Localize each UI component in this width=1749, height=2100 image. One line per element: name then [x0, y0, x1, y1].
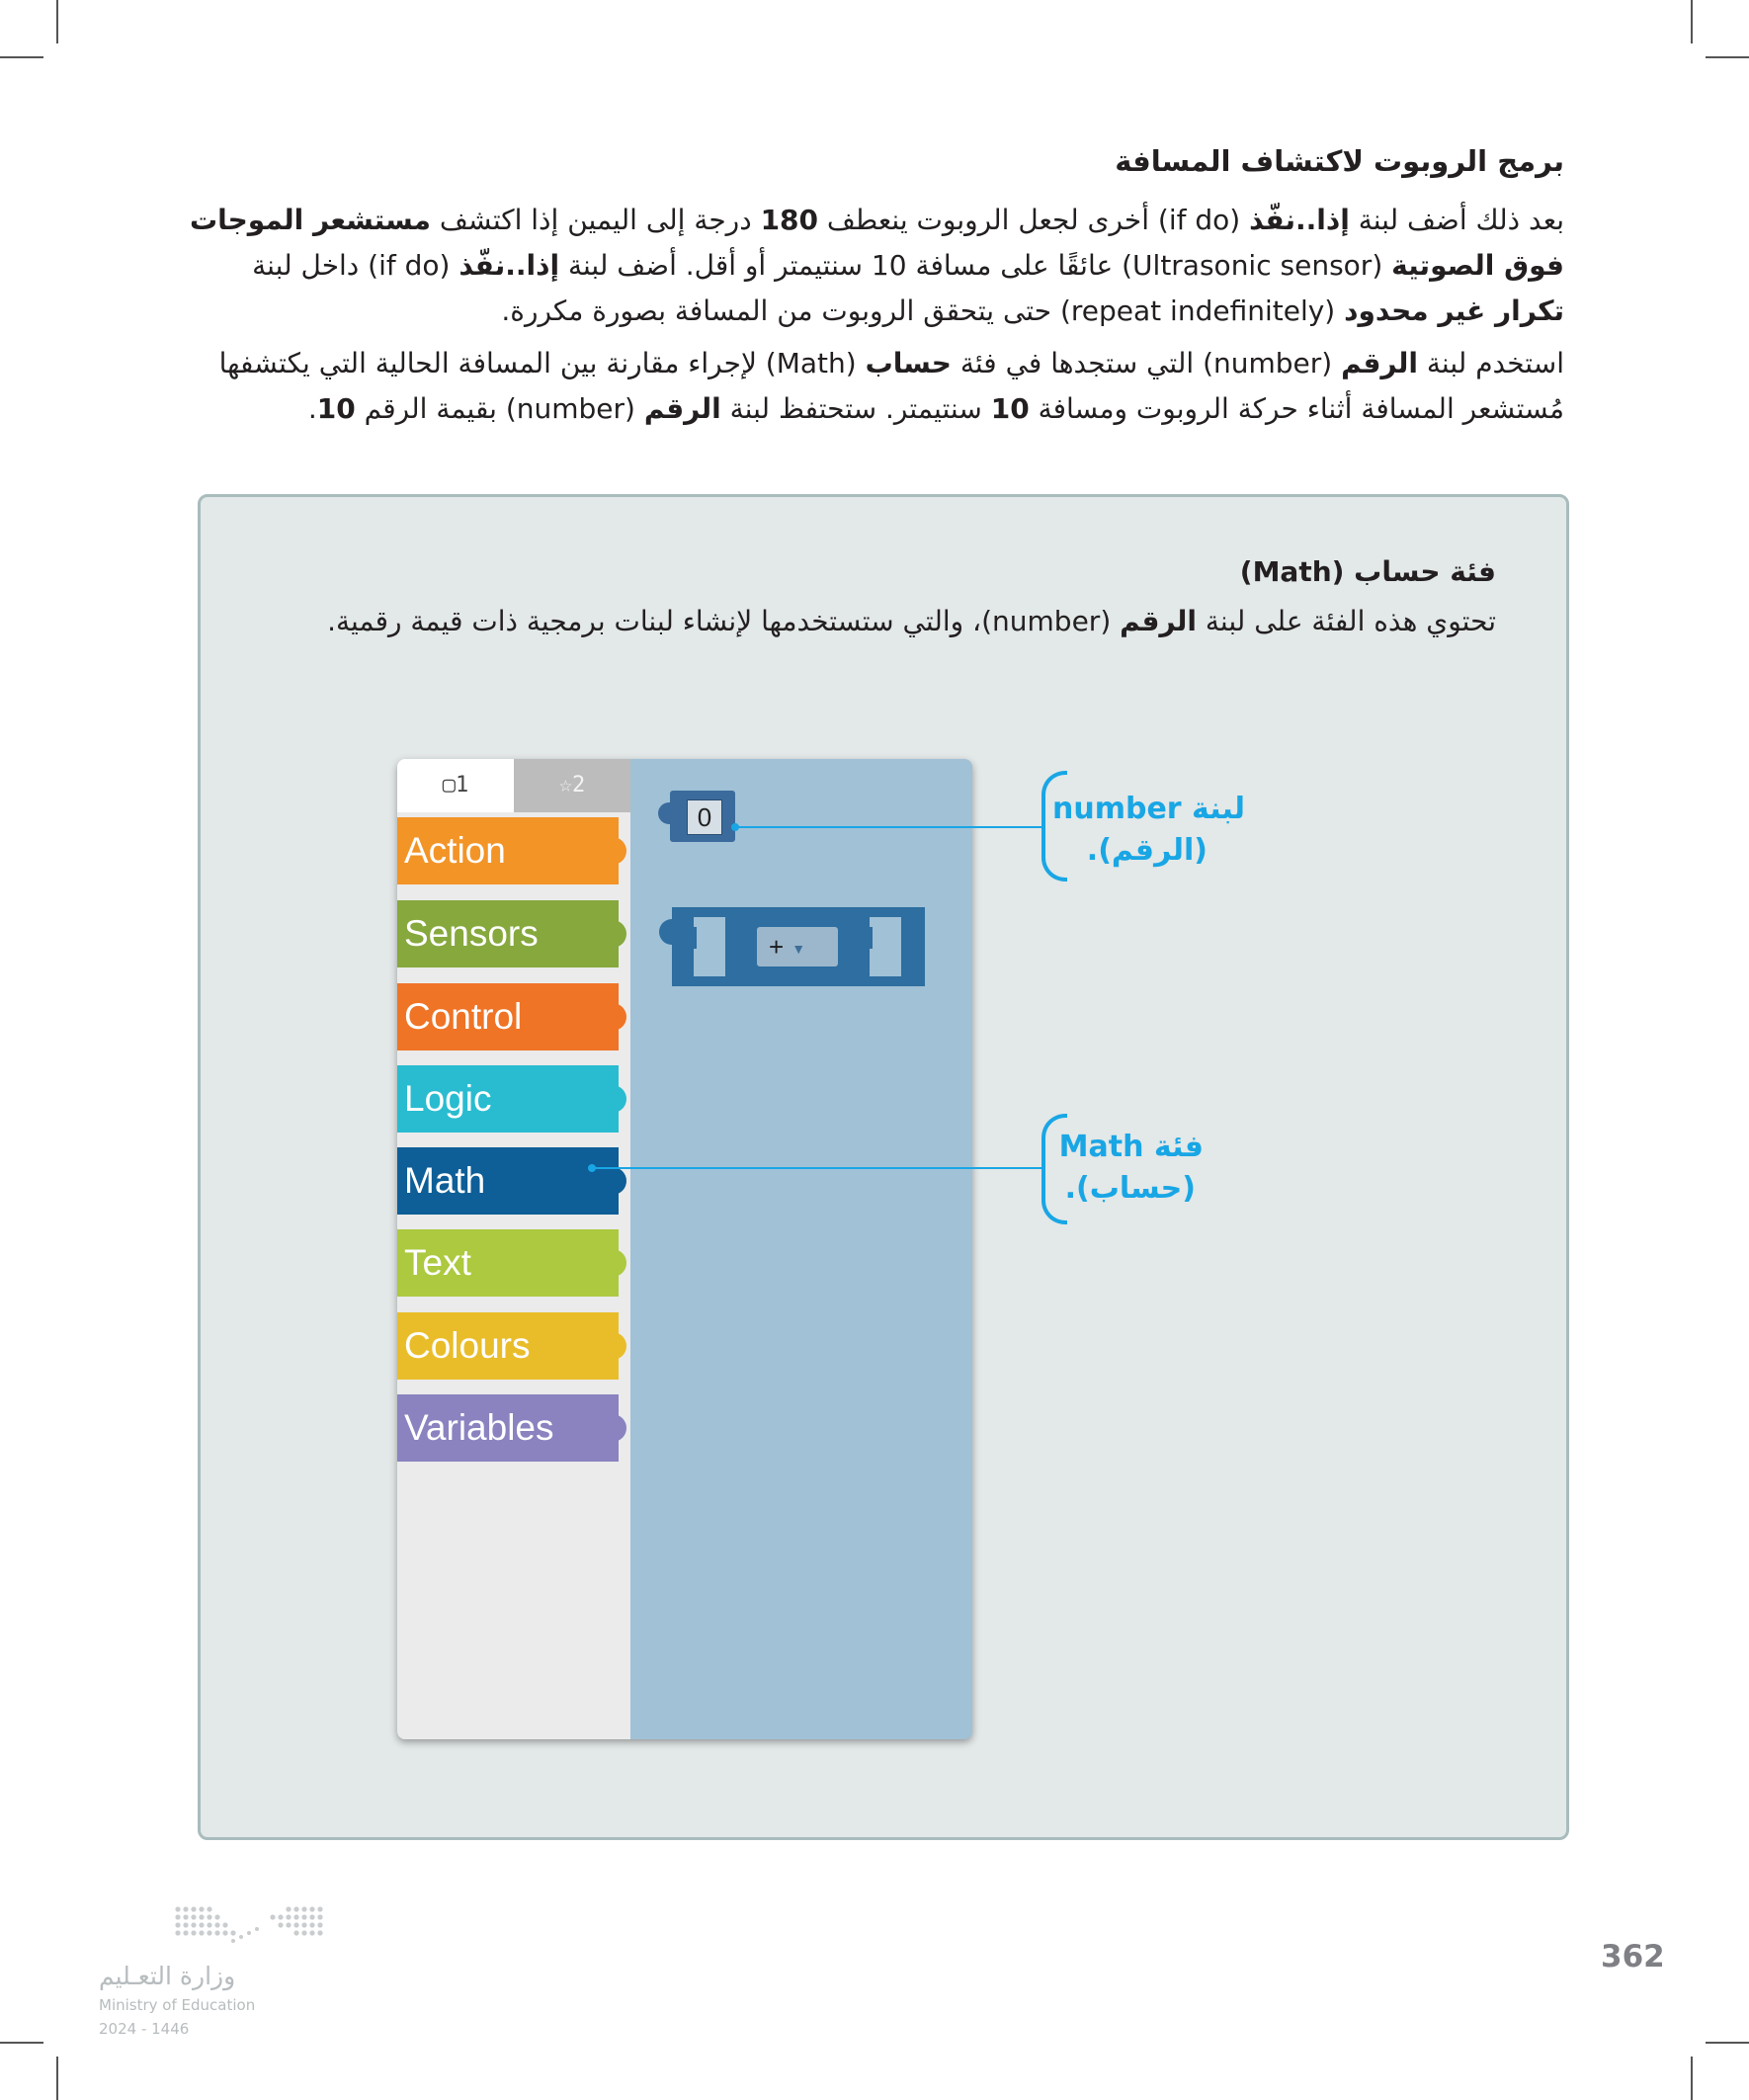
section-heading: برمج الروبوت لاكتشاف المسافة [1115, 144, 1564, 178]
number-block[interactable] [670, 791, 735, 842]
crop-mark [1691, 0, 1693, 43]
annotation-line: فئة Math [1058, 1130, 1204, 1164]
crop-mark [1706, 56, 1749, 58]
crop-mark [56, 0, 58, 43]
category-label: Control [404, 996, 523, 1037]
category-colours[interactable] [397, 1312, 619, 1380]
paragraph-1: بعد ذلك أضف لبنة إذا..نفّذ (if do) أخرى لجعل الروبوت ينعطف 180 درجة إلى اليمين إذا اكتشف مستشعر الموجات فوق الصوتية (Ultrasonic sensor) عائقًا على مسافة 10 سنتيمتر أو أقل. أضف لبنة إذا..نفّذ (if do) داخل لبنة تكرار غير محدود (repeat indefinitely) حتى يتحقق الروبوت من المسافة بصورة مكررة. [189, 204, 1564, 327]
category-label: Action [404, 830, 506, 871]
category-connector [611, 1332, 626, 1360]
info-box-title: فئة حساب (Math) [1239, 555, 1496, 588]
annotation-number-block [1047, 789, 1245, 872]
operator-dropdown[interactable] [757, 927, 838, 966]
category-action[interactable] [397, 817, 619, 884]
category-label: Sensors [404, 913, 539, 954]
ministry-logo-icon [174, 1903, 324, 1947]
callout-line [735, 826, 1041, 828]
category-variables[interactable] [397, 1394, 619, 1462]
ministry-name-arabic: وزارة التعـليم [99, 1962, 236, 1990]
chevron-down-icon: ▼ [791, 941, 806, 958]
annotation-line: (الرقم). [1086, 833, 1208, 868]
page-number: 362 [1601, 1939, 1665, 1974]
category-label: Math [404, 1160, 486, 1201]
info-box-text: تحتوي هذه الفئة على لبنة الرقم (number)، والتي ستستخدمها لإنشاء لبنات برمجية ذات قيمة رقمية. [327, 605, 1496, 637]
arithmetic-block[interactable] [672, 907, 925, 986]
category-connector [611, 1167, 626, 1195]
category-text[interactable] [397, 1229, 619, 1297]
edition-year: 2024 - 1446 [99, 2020, 190, 2038]
category-connector [611, 1085, 626, 1113]
number-block-value[interactable]: 0 [687, 799, 722, 835]
category-label: Colours [404, 1325, 531, 1366]
crop-mark [0, 56, 43, 58]
category-connector [611, 920, 626, 948]
crop-mark [0, 2042, 43, 2044]
category-label: Variables [404, 1407, 554, 1448]
category-sensors[interactable] [397, 900, 619, 967]
category-label: Logic [404, 1078, 492, 1119]
annotation-line: (حساب). [1064, 1171, 1196, 1206]
category-logic[interactable] [397, 1065, 619, 1133]
ministry-name-english: Ministry of Education [99, 1996, 256, 2014]
toolbox-panel [397, 759, 630, 1739]
crop-mark [56, 2057, 58, 2100]
category-control[interactable] [397, 983, 619, 1050]
left-operand-slot[interactable] [694, 917, 725, 976]
blockly-editor [397, 759, 972, 1739]
right-operand-slot[interactable] [870, 917, 901, 976]
category-connector [611, 837, 626, 865]
crop-mark [1691, 2057, 1693, 2100]
category-math[interactable] [397, 1147, 619, 1215]
category-connector [611, 1249, 626, 1277]
crop-mark [1706, 2042, 1749, 2044]
paragraph-2: استخدم لبنة الرقم (number) التي ستجدها في فئة حساب (Math) لإجراء مقارنة بين المسافة الحالية التي يكتشفها مُستشعر المسافة أثناء حركة الروبوت ومسافة 10 سنتيمتر. ستحتفظ لبنة الرقم (number) بقيمة الرقم 10. [218, 347, 1564, 425]
annotation-line: لبنة number [1052, 792, 1245, 826]
toolbox-tab-1[interactable]: ▢1 [397, 759, 514, 812]
operator-symbol: + [769, 932, 785, 962]
category-connector [611, 1003, 626, 1031]
toolbox-tab-2[interactable]: ☆2 [514, 759, 630, 812]
category-label: Text [404, 1242, 471, 1283]
callout-line [592, 1167, 1041, 1169]
category-connector [611, 1414, 626, 1442]
annotation-math-category [1006, 1127, 1204, 1210]
